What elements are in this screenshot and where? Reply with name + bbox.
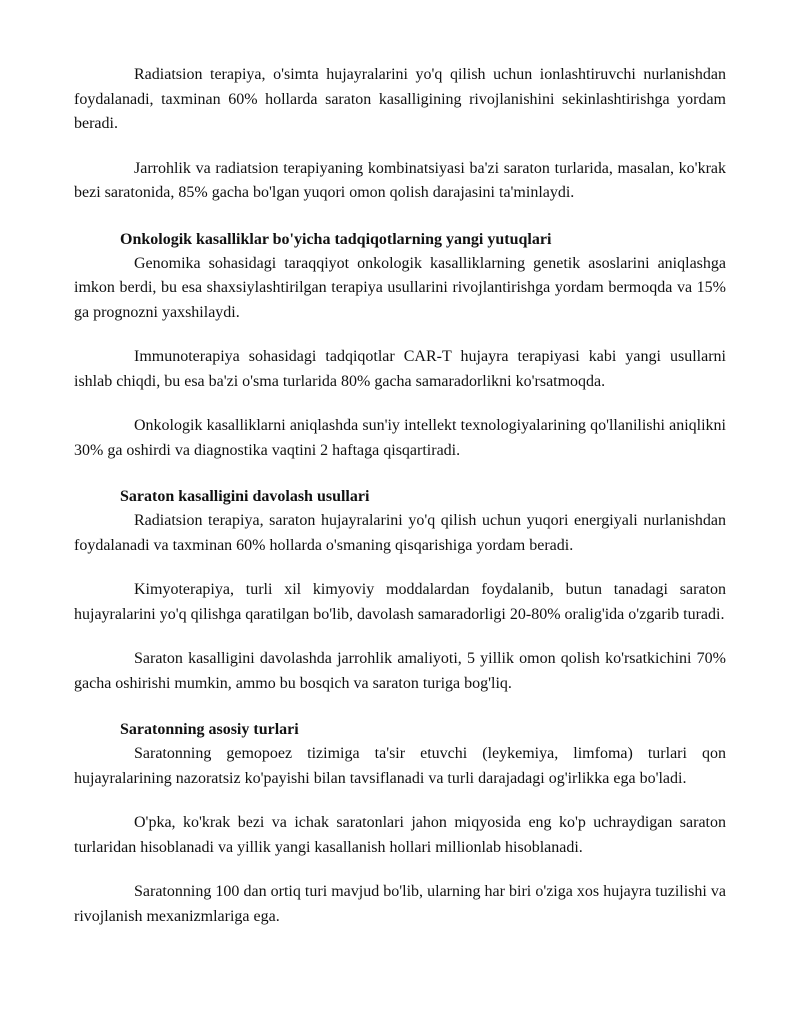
section-cancer-types (74, 718, 726, 929)
section-heading: Saraton kasalligini davolash usullari (120, 488, 370, 505)
section-paragraph: Saratonning 100 dan ortiq turi mavjud bo'lib, ularning har biri o'ziga xos hujayra tuzilishi va rivojlanish mexanizmlariga ega. (74, 883, 726, 925)
section-heading: Saratonning asosiy turlari (120, 721, 299, 738)
section-paragraph: Saratonning gemopoez tizimiga ta'sir etuvchi (leykemiya, limfoma) turlari qon hujayralarining nazoratsiz ko'payishi bilan tavsiflanadi va turli darajadagi og'irlikka ega bo'ladi. (74, 745, 726, 787)
section-paragraph: Genomika sohasidagi taraqqiyot onkologik kasalliklarning genetik asoslarini aniqlashga imkon berdi, bu esa shaxsiylashtirilgan terapiya usullarini rivojlantirishga yordam bermoqda va 15% ga prognozni yaxshilaydi. (74, 254, 726, 321)
section-heading: Onkologik kasalliklar bo'yicha tadqiqotlarning yangi yutuqlari (120, 230, 552, 248)
section-research-advances (74, 228, 726, 464)
section-treatment-methods (74, 485, 726, 696)
section-paragraph: O'pka, ko'krak bezi va ichak saratonlari jahon miqyosida eng ko'p uchraydigan saraton turlaridan hisoblanadi va yillik yangi kasallanish hollari millionlab hisoblanadi. (74, 814, 726, 856)
section-paragraph: Kimyoterapiya, turli xil kimyoviy moddalardan foydalanib, butun tanadagi saraton hujayralarini yo'q qilishga qaratilgan bo'lib, davolash samaradorligi 20-80% oralig'ida o'zgarib turadi. (74, 581, 726, 623)
intro-paragraph-2: Jarrohlik va radiatsion terapiyaning kombinatsiyasi ba'zi saraton turlarida, masalan, ko'krak bezi saratonida, 85% gacha bo'lgan yuqori omon qolish darajasini ta'minlaydi. (74, 159, 726, 201)
section-paragraph: Immunoterapiya sohasidagi tadqiqotlar CAR-T hujayra terapiyasi kabi yangi usullarni ishlab chiqdi, bu esa ba'zi o'sma turlarida 80% gacha samaradorlikni ko'rsatmoqda. (74, 348, 726, 390)
intro-paragraph-1: Radiatsion terapiya, o'simta hujayralarini yo'q qilish uchun ionlashtiruvchi nurlanishdan foydalanadi, taxminan 60% hollarda saraton kasalligining rivojlanishini sekinlashtirishga yordam beradi. (74, 66, 726, 132)
section-paragraph: Onkologik kasalliklarni aniqlashda sun'iy intellekt texnologiyalarining qo'llanilishi aniqlikni 30% ga oshirdi va diagnostika vaqtini 2 haftaga qisqartiradi. (74, 417, 726, 459)
section-paragraph: Radiatsion terapiya, saraton hujayralarini yo'q qilish uchun yuqori energiyali nurlanishdan foydalanadi va taxminan 60% hollarda o'smaning qisqarishiga yordam beradi. (74, 512, 726, 554)
section-paragraph: Saraton kasalligini davolashda jarrohlik amaliyoti, 5 yillik omon qolish ko'rsatkichini 70% gacha oshirishi mumkin, ammo bu bosqich va saraton turiga bog'liq. (74, 650, 726, 692)
document-page (74, 63, 726, 929)
